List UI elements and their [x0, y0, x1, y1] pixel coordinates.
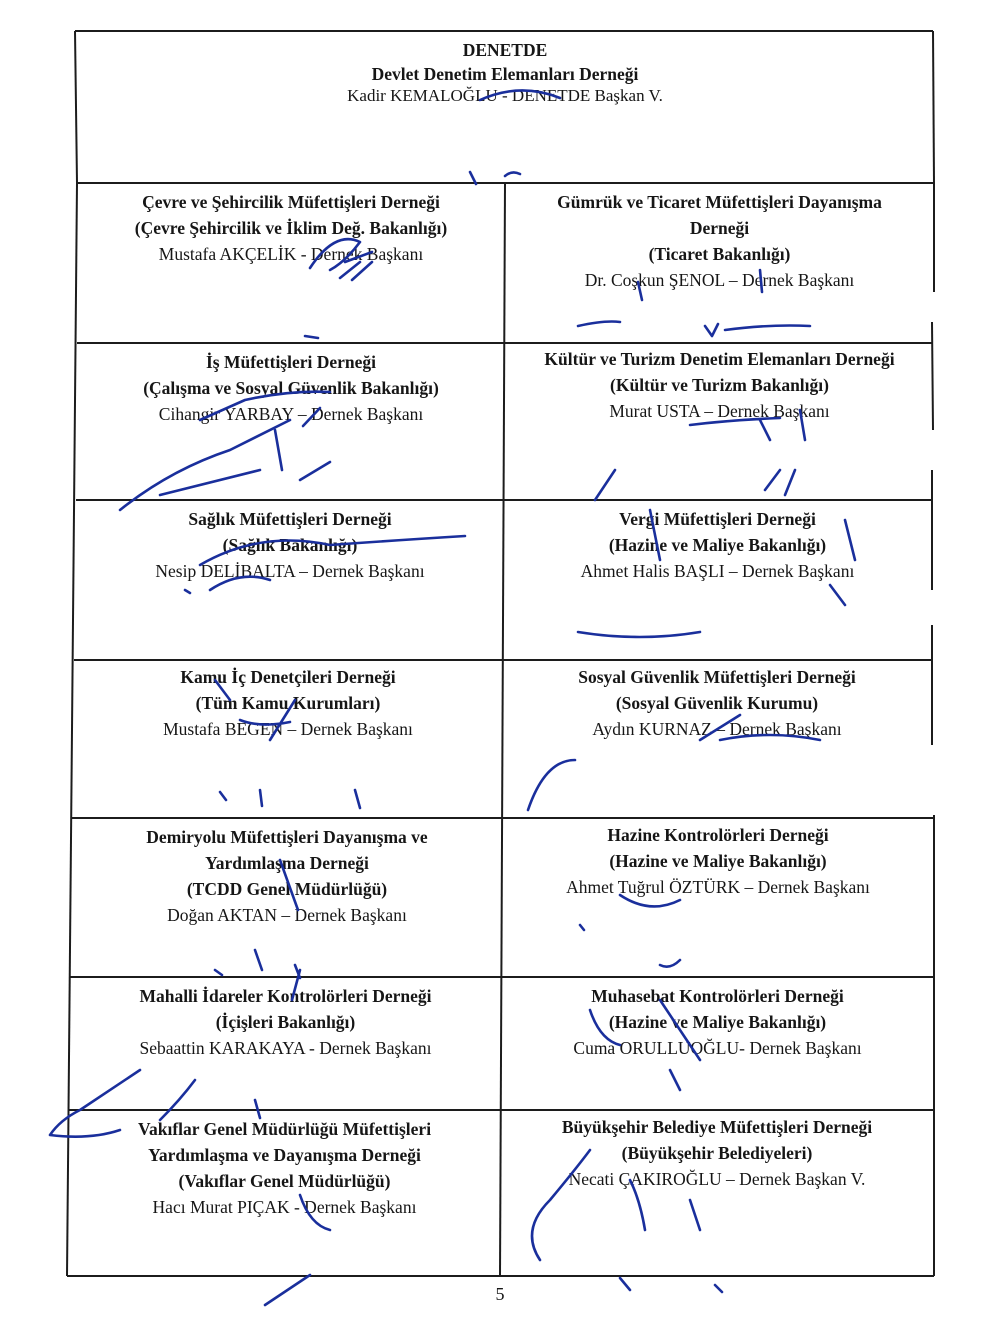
association-title: Hazine Kontrolörleri Derneği	[607, 825, 829, 845]
association-person: Nesip DELİBALTA – Dernek Başkanı	[155, 561, 425, 581]
association-person: Hacı Murat PIÇAK - Dernek Başkanı	[152, 1197, 417, 1217]
association-title: Kültür ve Turizm Denetim Elemanları Derneği	[544, 349, 895, 369]
signature-cakiroglu	[532, 1150, 722, 1292]
signature-begen	[215, 680, 360, 808]
association-ministry: (TCDD Genel Müdürlüğü)	[186, 879, 388, 899]
association-title: Demiryolu Müfettişleri Dayanışma ve Yardımlaşma Derneği	[146, 827, 428, 873]
association-title: Büyükşehir Belediye Müfettişleri Derneği	[561, 1117, 873, 1137]
association-ministry: (Sosyal Güvenlik Kurumu)	[615, 693, 819, 713]
signature-kemaloglu	[470, 90, 560, 184]
association-person: Cihangir YARBAY – Dernek Başkanı	[158, 404, 424, 424]
association-ministry: (İçişleri Bakanlığı)	[215, 1012, 356, 1032]
page-number: 5	[495, 1284, 505, 1304]
header-person: Kadir KEMALOĞLU - DENETDE Başkan V.	[347, 86, 663, 105]
org-short-name: DENETDE	[462, 40, 548, 60]
association-ministry: (Sağlık Bakanlığı)	[222, 535, 358, 555]
association-person: Ahmet Halis BAŞLI – Dernek Başkanı	[580, 561, 855, 581]
association-title: Kamu İç Denetçileri Derneği	[180, 667, 396, 687]
association-title: Muhasebat Kontrolörleri Derneği	[591, 986, 844, 1006]
association-title: Vergi Müfettişleri Derneği	[619, 509, 816, 529]
association-person: Dr. Coşkun ŞENOL – Dernek Başkanı	[584, 270, 855, 290]
association-title: Vakıflar Genel Müdürlüğü Müfettişleri Yardımlaşma ve Dayanışma Derneği	[137, 1119, 432, 1165]
signature-senol	[578, 270, 810, 336]
association-ministry: (Ticaret Bakanlığı)	[648, 244, 791, 264]
signature-orulluoglu	[590, 1000, 700, 1090]
association-ministry: (Tüm Kamu Kurumları)	[195, 693, 381, 713]
signature-kurnaz	[528, 715, 820, 810]
association-title: Sosyal Güvenlik Müfettişleri Derneği	[578, 667, 856, 687]
signature-delibalta	[185, 536, 465, 593]
org-full-name: Devlet Denetim Elemanları Derneği	[371, 64, 639, 84]
association-person: Aydın KURNAZ – Dernek Başkanı	[592, 719, 842, 739]
association-ministry: (Vakıflar Genel Müdürlüğü)	[178, 1171, 391, 1191]
association-person: Mustafa BEGEN – Dernek Başkanı	[163, 719, 413, 739]
association-ministry: (Kültür ve Turizm Bakanlığı)	[610, 375, 829, 395]
association-person: Murat USTA – Dernek Başkanı	[609, 401, 830, 421]
association-person: Necati ÇAKIROĞLU – Dernek Başkan V.	[568, 1169, 866, 1189]
signature-usta	[595, 410, 805, 500]
association-ministry: (Çalışma ve Sosyal Güvenlik Bakanlığı)	[143, 378, 439, 398]
signature-akcelik	[305, 239, 372, 338]
association-person: Ahmet Tuğrul ÖZTÜRK – Dernek Başkanı	[566, 877, 870, 897]
association-person: Sebaattin KARAKAYA - Dernek Başkanı	[139, 1038, 432, 1058]
association-title: Mahalli İdareler Kontrolörleri Derneği	[139, 986, 432, 1006]
signature-aktan	[215, 860, 300, 978]
signature-picak	[265, 1195, 330, 1305]
signature-karakaya	[50, 970, 300, 1137]
signature-ozturk	[580, 895, 680, 967]
association-ministry: (Hazine ve Maliye Bakanlığı)	[608, 535, 827, 555]
signature-yarbay	[120, 392, 330, 510]
association-ministry: (Büyükşehir Belediyeleri)	[621, 1143, 813, 1163]
association-person: Cuma ORULLUOĞLU- Dernek Başkanı	[573, 1038, 862, 1058]
association-person: Mustafa AKÇELİK - Dernek Başkanı	[158, 244, 424, 264]
association-ministry: (Hazine ve Maliye Bakanlığı)	[608, 1012, 827, 1032]
association-ministry: (Hazine ve Maliye Bakanlığı)	[609, 851, 827, 871]
signature-basli	[578, 510, 855, 637]
association-title: İş Müfettişleri Derneği	[205, 352, 377, 372]
association-ministry: (Çevre Şehircilik ve İklim Değ. Bakanlığı)	[134, 218, 448, 238]
association-title: Çevre ve Şehircilik Müfettişleri Derneği	[142, 192, 440, 212]
association-title: Sağlık Müfettişleri Derneği	[188, 509, 392, 529]
association-person: Doğan AKTAN – Dernek Başkanı	[167, 905, 407, 925]
association-title: Gümrük ve Ticaret Müfettişleri Dayanışma Derneği	[557, 192, 882, 238]
